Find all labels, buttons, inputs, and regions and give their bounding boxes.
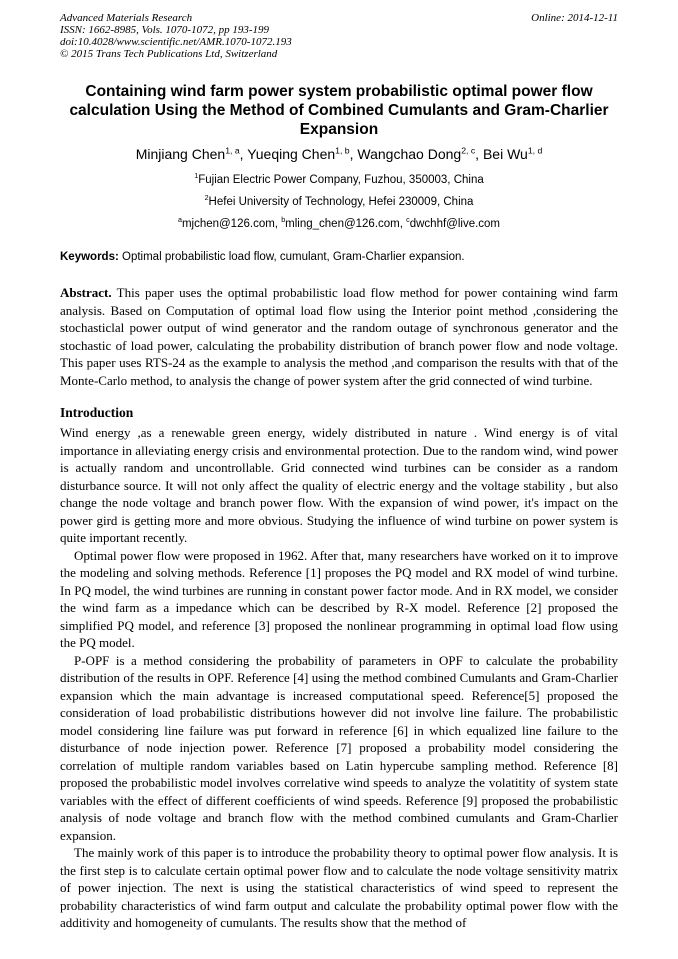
journal-header xyxy=(60,12,618,60)
author-separator: , xyxy=(349,146,358,162)
authors-line xyxy=(60,146,618,163)
author-separator: , xyxy=(475,146,483,162)
email-text: mling_chen@126.com xyxy=(285,218,400,230)
email-separator: , xyxy=(399,218,407,230)
keywords-line xyxy=(60,250,618,264)
journal-name: Advanced Materials Research xyxy=(60,12,193,24)
abstract-label: Abstract. xyxy=(60,285,112,300)
author-superscript: 1, d xyxy=(527,145,543,156)
email-superscript: c xyxy=(406,216,410,225)
paragraph: P-OPF is a method considering the probability of parameters in OPF to calculate the probability distribution of the results in OPF. Reference [4] using the method combined Cumulants and Gram-Charlier expansion which the main advantage is increased computational speed. Reference[5] proposed the consideration of load probabilistic distributions however did not involve line failure. The probabilistic model considering line failure was put forward in reference [6] in which equalized line failure to the disturbance of node injection power. Reference [7] proposed a probability model considering the correlation of multiple random variables based on Latin hypercube sampling method. Reference [8] proposed the probabilistic model involves correlative wind speeds to analyze the volatitity of system state variables with the effect of different coefficients of wind speeds. Reference [9] proposed the probabilistic analysis of node voltage and branch flow with the method combined cumulants and Gram-Charlier expansion. xyxy=(60,652,618,843)
doi-line: doi:10.4028/www.scientific.net/AMR.1070-1072.193 xyxy=(60,36,292,48)
paragraph: Wind energy ,as a renewable green energy, widely distributed in nature . Wind energy is of vital importance in alleviating energy crisis and environmental protection. Due to the random wind, wind power is actually random and uncontrollable. Grid connected wind turbines can be consider as a random disturbance source. It will not only affect the quality of electric energy and the voltage stability , but also change the node voltage and branch power flow. With the expansion of wind power, it's impact on the power gird is getting more and more obvious. Studying the influence of wind turbine on power system is quite important recently. xyxy=(60,425,618,545)
abstract xyxy=(60,284,618,389)
affiliation-text: Fujian Electric Power Company, Fuzhou, 350003, China xyxy=(198,174,484,186)
abstract-text: This paper uses the optimal probabilistic load flow method for power containing wind farm analysis. Based on Computation of optimal load flow using the Interior point method ,considering the stochasticlal power output of wind generator and the random outage of synchronous generator and the stochastic of load power, calculating the probability distribution of branch power flow and node voltage. This paper uses RTS-24 as the example to analysis the method ,and comparison the results with that of the Monte-Carlo method, to analysis the change of power system after the grid connected of wind turbine. xyxy=(60,285,618,388)
author-name: Minjiang Chen xyxy=(135,146,226,162)
affiliation-1 xyxy=(60,173,618,187)
paper-title: Containing wind farm power system probabilistic optimal power flow calculation Using the Method of Combined Cumulants and Gram-Charlier Expansion xyxy=(69,83,609,138)
author-name: Bei Wu xyxy=(482,146,528,162)
keywords-text: Optimal probabilistic load flow, cumulant, Gram-Charlier expansion. xyxy=(122,251,465,263)
copyright-line: © 2015 Trans Tech Publications Ltd, Switzerland xyxy=(60,48,278,60)
email-text: mjchen@126.com xyxy=(181,218,275,230)
section-heading-introduction: Introduction xyxy=(60,405,134,420)
affiliation-superscript: 2 xyxy=(204,194,209,203)
issn-line: ISSN: 1662-8985, Vols. 1070-1072, pp 193-199 xyxy=(60,24,269,36)
author-superscript: 1, b xyxy=(335,145,350,156)
paragraph: The mainly work of this paper is to introduce the probability theory to optimal power flow analysis. It is the first step is to calculate certain optimal power flow and to calculate the node voltage sensitivity matrix of power injection. The next is using the statistical characteristics of wind speed to represent the probability characteristics of wind farm output and calculate the probability optimal power flow with the additivity and homogeneity of cumulants. The results show that the method of xyxy=(60,845,618,930)
affiliation-text: Hefei University of Technology, Hefei 230009, China xyxy=(208,196,474,208)
introduction-body xyxy=(60,424,618,932)
email-text: dwchhf@live.com xyxy=(409,218,501,230)
author-superscript: 2, c xyxy=(461,145,476,156)
online-date: Online: 2014-12-11 xyxy=(531,12,618,24)
email-superscript: b xyxy=(281,216,286,225)
affiliation-2 xyxy=(60,195,618,209)
author-separator: , xyxy=(239,146,248,162)
email-superscript: a xyxy=(177,216,182,225)
keywords-label: Keywords: xyxy=(60,251,119,263)
author-name: Yueqing Chen xyxy=(247,146,336,162)
affiliation-superscript: 1 xyxy=(194,172,199,181)
emails-line xyxy=(60,217,618,231)
paragraph: Optimal power flow were proposed in 1962. After that, many researchers have worked on it to improve the modeling and solving methods. Reference [1] proposes the PQ model and RX model of wind turbine. In PQ model, the wind turbines are running in constant power factor mode. And in RX model, we consider the wind farm as a impedance which can be described by R-X model. Reference [2] proposed the simplified PQ model, and reference [3] proposed the nonlinear programming in optimal load flow using the PQ model. xyxy=(60,547,618,650)
author-name: Wangchao Dong xyxy=(357,146,462,162)
email-separator: , xyxy=(274,218,282,230)
author-superscript: 1, a xyxy=(225,145,240,156)
journal-header-left xyxy=(60,12,292,60)
